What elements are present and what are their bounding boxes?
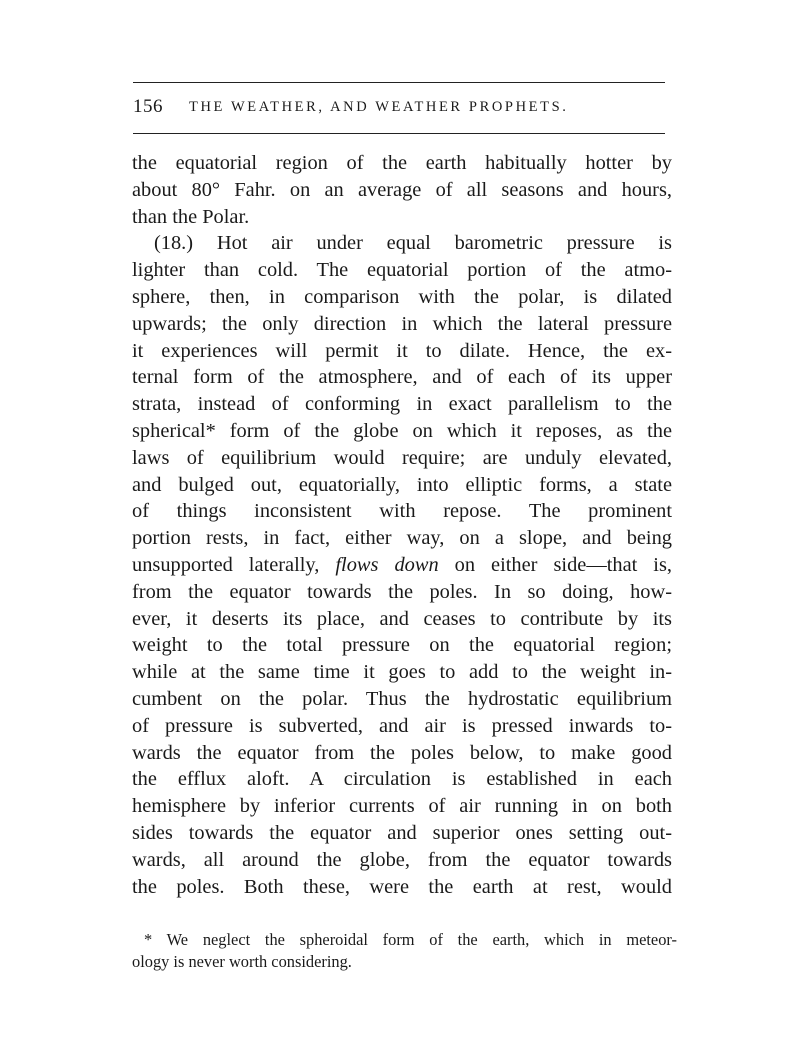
text-line: and bulged out, equatorially, into elliptic forms, a state bbox=[132, 473, 672, 496]
text-line: ternal form of the atmosphere, and of each of its upper bbox=[132, 366, 672, 389]
text-line: portion rests, in fact, either way, on a slope, and being bbox=[132, 527, 672, 550]
italic-phrase: flows down bbox=[335, 553, 439, 576]
text-line: strata, instead of conforming in exact parallelism to the bbox=[132, 393, 672, 416]
text-line: it experiences will permit it to dilate. Hence, the ex- bbox=[132, 339, 672, 362]
text-line: sides towards the equator and superior ones setting out- bbox=[132, 821, 672, 844]
text-line: hemisphere by inferior currents of air running in on both bbox=[132, 795, 672, 818]
running-title: THE WEATHER, AND WEATHER PROPHETS. bbox=[189, 99, 569, 115]
text-line: upwards; the only direction in which the lateral pressure bbox=[132, 312, 672, 335]
paragraph-start-line: (18.) Hot air under equal barometric pressure is bbox=[154, 232, 672, 255]
footnote-line: * We neglect the spheroidal form of the earth, which in meteor- bbox=[144, 930, 677, 949]
text-line: the equatorial region of the earth habitually hotter by bbox=[132, 152, 672, 174]
text-line-with-italic bbox=[132, 552, 672, 579]
text-line: while at the same time it goes to add to the weight in- bbox=[132, 661, 672, 684]
footnote bbox=[132, 929, 677, 973]
header-rule-bottom bbox=[133, 133, 665, 134]
text-line: about 80° Fahr. on an average of all seasons and hours, bbox=[132, 178, 672, 201]
page-number: 156 bbox=[133, 96, 163, 117]
text-line: than the Polar. bbox=[132, 205, 250, 228]
header-rule-top bbox=[133, 82, 665, 83]
text-line: sphere, then, in comparison with the polar, is dilated bbox=[132, 285, 672, 308]
text-line: lighter than cold. The equatorial portion of the atmo- bbox=[132, 259, 672, 282]
body-text bbox=[132, 150, 672, 900]
text-line: cumbent on the polar. Thus the hydrostatic equilibrium bbox=[132, 687, 672, 710]
text-line: ever, it deserts its place, and ceases to contribute by its bbox=[132, 607, 672, 630]
footnote-line: ology is never worth considering. bbox=[132, 952, 352, 971]
text-line: weight to the total pressure on the equatorial region; bbox=[132, 634, 672, 657]
text-line: wards the equator from the poles below, to make good bbox=[132, 741, 672, 764]
text-line: from the equator towards the poles. In so doing, how- bbox=[132, 580, 672, 603]
text-line: of pressure is subverted, and air is pressed inwards to- bbox=[132, 714, 672, 737]
running-head bbox=[133, 96, 665, 122]
text-line: laws of equilibrium would require; are unduly elevated, bbox=[132, 446, 672, 469]
text-line: wards, all around the globe, from the equator towards bbox=[132, 848, 672, 871]
text-line: the efflux aloft. A circulation is established in each bbox=[132, 768, 672, 791]
text-segment: unsupported laterally, bbox=[132, 553, 336, 576]
text-line: the poles. Both these, were the earth at rest, would bbox=[132, 875, 672, 898]
text-line: spherical* form of the globe on which it reposes, as the bbox=[132, 419, 672, 442]
text-line: of things inconsistent with repose. The prominent bbox=[132, 500, 672, 523]
text-segment: on either side—that is, bbox=[438, 553, 672, 576]
